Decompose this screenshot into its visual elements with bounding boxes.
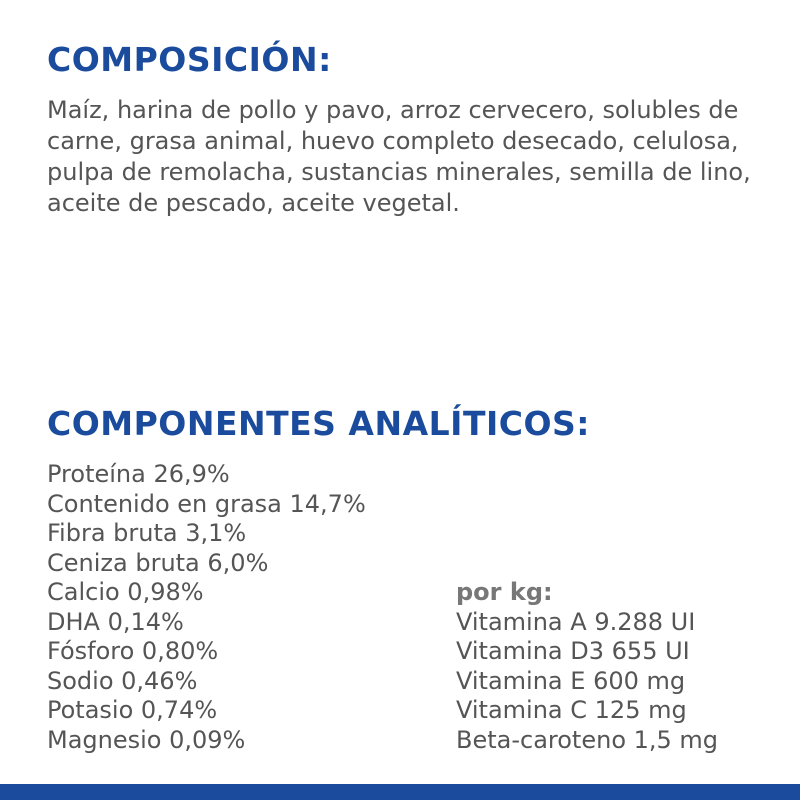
vitamin-list [456, 578, 718, 755]
vitamin-item: Beta-caroteno 1,5 mg [456, 725, 719, 754]
analytical-item: Fósforo 0,80% [47, 637, 219, 665]
vitamin-item: Vitamina A 9.288 UI [456, 607, 696, 636]
vitamin-item: Vitamina D3 655 UI [456, 637, 690, 665]
analytical-item: Magnesio 0,09% [47, 725, 246, 754]
bottom-bar [0, 784, 800, 800]
analytical-list [47, 460, 366, 755]
analytical-item: Ceniza bruta 6,0% [47, 548, 269, 577]
analytical-item: DHA 0,14% [47, 607, 184, 636]
analytical-heading: COMPONENTES ANALÍTICOS: [47, 404, 590, 443]
analytical-item: Calcio 0,98% [47, 578, 204, 606]
per-kg-label: por kg: [456, 578, 553, 606]
composition-heading: COMPOSICIÓN: [47, 40, 332, 79]
analytical-item: Fibra bruta 3,1% [47, 519, 247, 547]
analytical-item: Potasio 0,74% [47, 696, 218, 724]
vitamin-item: Vitamina E 600 mg [456, 666, 686, 695]
vitamin-item: Vitamina C 125 mg [456, 696, 687, 724]
analytical-item: Contenido en grasa 14,7% [47, 489, 366, 518]
composition-text: Maíz, harina de pollo y pavo, arroz cervecero, solubles de carne, grasa animal, huevo completo desecado, celulosa, pulpa de remolacha, sustancias minerales, semilla de lino, aceite de pescado, aceite vegetal. [47, 96, 751, 217]
analytical-item: Sodio 0,46% [47, 666, 198, 695]
analytical-item: Proteína 26,9% [47, 460, 230, 488]
